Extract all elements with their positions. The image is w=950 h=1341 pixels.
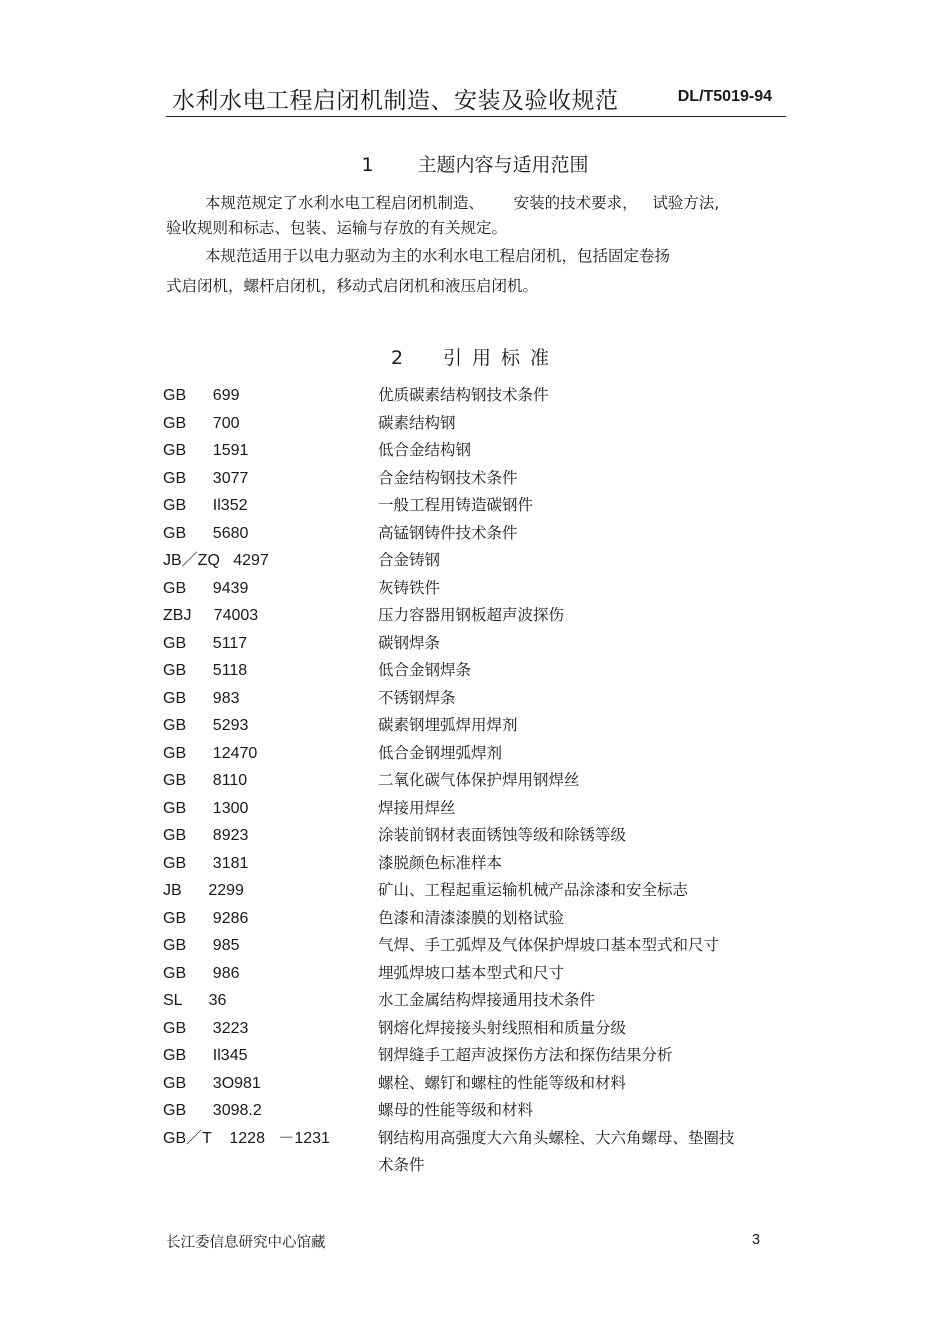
standard-title: 螺母的性能等级和材料	[378, 1101, 534, 1119]
standard-code: GB Il345	[163, 1047, 248, 1064]
standard-row	[163, 740, 783, 768]
standard-code: GB 700	[163, 414, 240, 432]
standard-code: GB 983	[163, 689, 240, 707]
standard-row	[163, 1070, 783, 1098]
standard-code: GB 3077	[163, 469, 249, 487]
section-1-number: 1	[361, 154, 374, 176]
standard-code: GB 3098.2	[163, 1102, 262, 1119]
standard-code: GB Il352	[163, 497, 248, 514]
standard-code: GB 5680	[163, 524, 249, 542]
standard-code: GB 5117	[163, 634, 248, 652]
standard-code: GB 8923	[163, 827, 249, 844]
section-1-heading	[0, 150, 950, 177]
standard-title: 压力容器用钢板超声波探伤	[378, 606, 565, 624]
standard-row	[163, 437, 783, 465]
standard-code: GB 986	[163, 964, 240, 982]
standard-row	[163, 1097, 783, 1125]
standard-code: GB 1591	[163, 442, 249, 459]
standard-row	[163, 822, 783, 850]
standard-title: 合金结构钢技术条件	[378, 468, 518, 487]
paragraph-1-line-1: 本规范规定了水利水电工程启闭机制造、 安装的技术要求， 试验方法,	[205, 194, 720, 212]
standard-title: 低合金结构钢	[378, 441, 472, 459]
standard-code: GB 3181	[163, 854, 249, 872]
standard-title: 矿山、工程起重运输机械产品涂漆和安全标志	[378, 881, 689, 899]
section-2-title: 引用标准	[443, 347, 560, 369]
standard-title: 漆脱颜色标准样本	[378, 853, 503, 872]
standard-code: GB 9439	[163, 579, 249, 597]
standard-row	[163, 465, 783, 493]
standard-row	[163, 905, 783, 933]
standard-title: 螺栓、螺钉和螺柱的性能等级和材料	[378, 1073, 627, 1092]
document-title: 水利水电工程启闭机制造、安装及验收规范	[172, 88, 619, 114]
section-2-number: 2	[390, 347, 404, 369]
standard-code: JB／ZQ 4297	[163, 552, 269, 569]
standard-row	[163, 630, 783, 658]
standard-code: GB 3223	[163, 1019, 249, 1037]
page-header	[166, 76, 786, 117]
standard-title: 碳钢焊条	[378, 633, 441, 652]
standard-title: 优质碳素结构钢技术条件	[378, 386, 549, 404]
standard-title: 钢熔化焊接接头射线照相和质量分级	[378, 1018, 627, 1037]
standard-code: GB／T 1228 －1231	[163, 1129, 330, 1147]
standard-row	[163, 547, 783, 575]
standard-title: 色漆和清漆漆膜的划格试验	[378, 908, 565, 927]
standard-row	[163, 877, 783, 905]
standard-row	[163, 602, 783, 630]
standard-row	[163, 795, 783, 823]
standard-code: JB 2299	[163, 882, 244, 899]
standard-row	[163, 1015, 783, 1043]
section-2-heading	[0, 343, 950, 370]
standard-title: 钢结构用高强度大六角头螺栓、大六角螺母、垫圈技术条件	[378, 1128, 735, 1174]
standard-title: 埋弧焊坡口基本型式和尺寸	[378, 963, 565, 982]
section-1-title: 主题内容与适用范围	[417, 154, 589, 176]
standard-row	[163, 850, 783, 878]
standard-title: 气焊、手工弧焊及气体保护焊坡口基本型式和尺寸	[378, 936, 720, 954]
standard-title: 涂装前钢材表面锈蚀等级和除锈等级	[378, 826, 627, 844]
paragraph-2-line-1: 本规范适用于以电力驱动为主的水利水电工程启闭机，包括固定卷扬	[205, 247, 671, 265]
referenced-standards-list	[163, 382, 783, 1180]
standard-title: 碳素结构钢	[378, 413, 456, 432]
standard-row	[163, 1125, 783, 1180]
standard-code: SL 36	[163, 992, 227, 1009]
standard-title: 钢焊缝手工超声波探伤方法和探伤结果分析	[378, 1046, 673, 1064]
standard-title: 高锰钢铸件技术条件	[378, 523, 518, 542]
standard-code: GB 5118	[163, 662, 248, 679]
standard-row	[163, 932, 783, 960]
standard-row	[163, 382, 783, 410]
standard-row	[163, 657, 783, 685]
standard-code: GB 9286	[163, 909, 249, 927]
standard-row	[163, 410, 783, 438]
standard-row	[163, 712, 783, 740]
standard-row	[163, 685, 783, 713]
standard-row	[163, 987, 783, 1015]
page-number: 3	[752, 1232, 761, 1248]
standard-title: 一般工程用铸造碳钢件	[378, 496, 534, 514]
document-code: DL/T5019-94	[677, 88, 772, 105]
standard-row	[163, 960, 783, 988]
standard-row	[163, 492, 783, 520]
standard-code: GB 8110	[163, 772, 248, 789]
standard-title: 不锈钢焊条	[378, 688, 456, 707]
standard-code: GB 699	[163, 387, 240, 404]
standard-code: GB 1300	[163, 799, 249, 817]
standard-title: 低合金钢埋弧焊剂	[378, 743, 503, 762]
standard-title: 低合金钢焊条	[378, 661, 472, 679]
standard-row	[163, 575, 783, 603]
footer-archive-note: 长江委信息研究中心馆藏	[166, 1235, 326, 1251]
standard-row	[163, 520, 783, 548]
standard-code: GB 5293	[163, 717, 249, 734]
standard-row	[163, 767, 783, 795]
standard-code: GB 12470	[163, 744, 258, 762]
standard-title: 焊接用焊丝	[378, 798, 456, 817]
paragraph-2-line-2: 式启闭机，螺杆启闭机，移动式启闭机和液压启闭机。	[166, 277, 539, 295]
standard-title: 水工金属结构焊接通用技术条件	[378, 991, 596, 1009]
standard-code: ZBJ 74003	[163, 607, 259, 624]
standard-title: 灰铸铁件	[378, 578, 441, 597]
standard-title: 二氧化碳气体保护焊用钢焊丝	[378, 771, 580, 789]
standard-row	[163, 1042, 783, 1070]
standard-title: 合金铸钢	[378, 551, 441, 569]
standard-code: GB 985	[163, 937, 240, 954]
standard-title: 碳素钢埋弧焊用焊剂	[378, 716, 518, 734]
paragraph-1-line-2: 验收规则和标志、包装、运输与存放的有关规定。	[166, 219, 508, 237]
standard-code: GB 3O981	[163, 1074, 261, 1092]
